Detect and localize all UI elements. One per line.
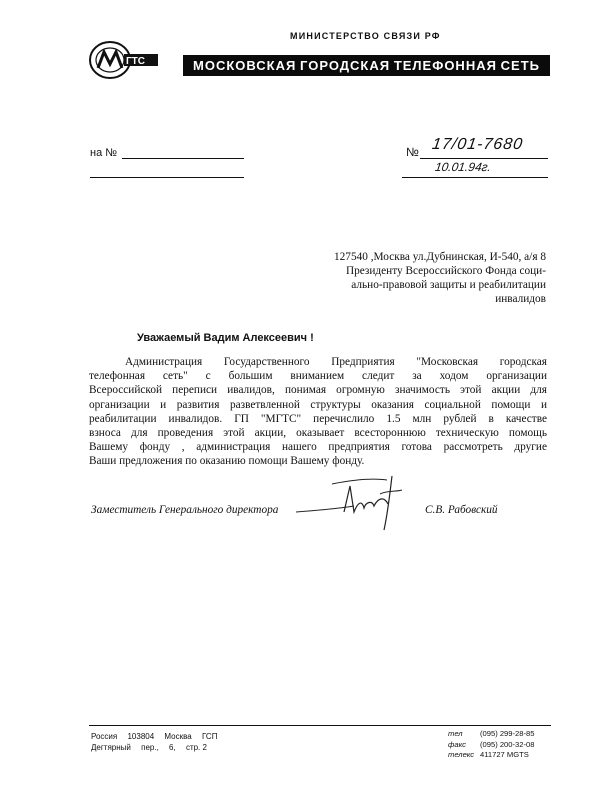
outgoing-date-line — [402, 177, 548, 178]
body-line: Всероссийской переписи ивалидов, понимая огромную значимость этой акции для — [89, 384, 547, 397]
ministry-header: МИНИСТЕРСТВО СВЯЗИ РФ — [290, 31, 441, 41]
footer-postcode: 103804 — [127, 732, 155, 741]
telex-label: телекс — [448, 750, 475, 759]
banner-word-4: СЕТЬ — [500, 58, 540, 73]
telex-value: 411727 MGTS — [480, 750, 529, 759]
body-line: Администрация Государственного Предприятия "Московская городская — [125, 356, 547, 368]
footer-street-type: пер., — [141, 743, 159, 752]
outgoing-date-handwritten: 10.01.94г. — [434, 160, 492, 174]
banner-word-1: МОСКОВСКАЯ — [193, 58, 297, 73]
signatory-name: С.В. Рабовский — [425, 504, 498, 516]
footer-gsp: ГСП — [201, 732, 218, 741]
fax-label: факс — [448, 739, 466, 749]
organization-banner — [183, 55, 550, 76]
footer-contacts — [448, 729, 550, 761]
footer-postal-address — [91, 731, 225, 753]
reply-to-label: на № — [90, 147, 118, 159]
mgts-logo — [88, 40, 160, 80]
footer-house: 6, — [169, 743, 176, 752]
address-line: ально-правовой защиты и реабилитации — [351, 279, 546, 291]
footer-building: стр. 2 — [185, 743, 207, 752]
outgoing-number-line — [420, 158, 548, 159]
outgoing-number-handwritten: 17/01-7680 — [430, 136, 525, 153]
fax-value: (095) 200-32-08 — [480, 739, 535, 749]
recipient-address — [300, 250, 546, 306]
phone-value: (095) 299-28-85 — [480, 729, 535, 738]
outgoing-number-label: № — [406, 145, 419, 159]
address-line: инвалидов — [495, 293, 546, 305]
svg-text:ГТС: ГТС — [126, 56, 145, 67]
body-line: взноса для проведения этой акции, оказывает всестороннюю техническую помощь — [89, 427, 547, 440]
footer-city: Москва — [164, 732, 192, 741]
footer-street: Дегтярный — [91, 743, 131, 752]
address-line: Президенту Всероссийского Фонда соци- — [345, 265, 546, 277]
handwritten-signature — [292, 472, 412, 532]
signatory-title: Заместитель Генерального директора — [91, 504, 279, 516]
body-line: реабилитации инвалидов. ГП "МГТС" перечислило 1.5 млн рублей в качестве — [89, 412, 547, 425]
banner-word-3: ТЕЛЕФОННАЯ — [393, 58, 497, 73]
address-line: 127540 ,Москва ул.Дубнинская, И-540, а/я 8 — [334, 251, 546, 263]
banner-word-2: ГОРОДСКАЯ — [300, 58, 391, 73]
body-line: телефонная сеть" с большим вниманием следит за ходом организации — [89, 370, 547, 383]
reply-to-line-2 — [90, 177, 244, 178]
body-line: организации и развития разветвленной структуры оказания социальной помощи и — [89, 398, 547, 411]
body-line: Ваши предложения по оказанию помощи Вашему фонду. — [89, 455, 365, 468]
footer-rule — [89, 725, 551, 726]
reply-to-line — [122, 158, 244, 159]
letter-body — [89, 355, 547, 469]
phone-label: тел — [448, 729, 463, 738]
greeting: Уважаемый Вадим Алексеевич ! — [137, 332, 314, 344]
body-line: Вашему фонду , администрация нашего предприятия готова рассмотреть другие — [89, 441, 547, 454]
footer-country: Россия — [91, 732, 118, 741]
